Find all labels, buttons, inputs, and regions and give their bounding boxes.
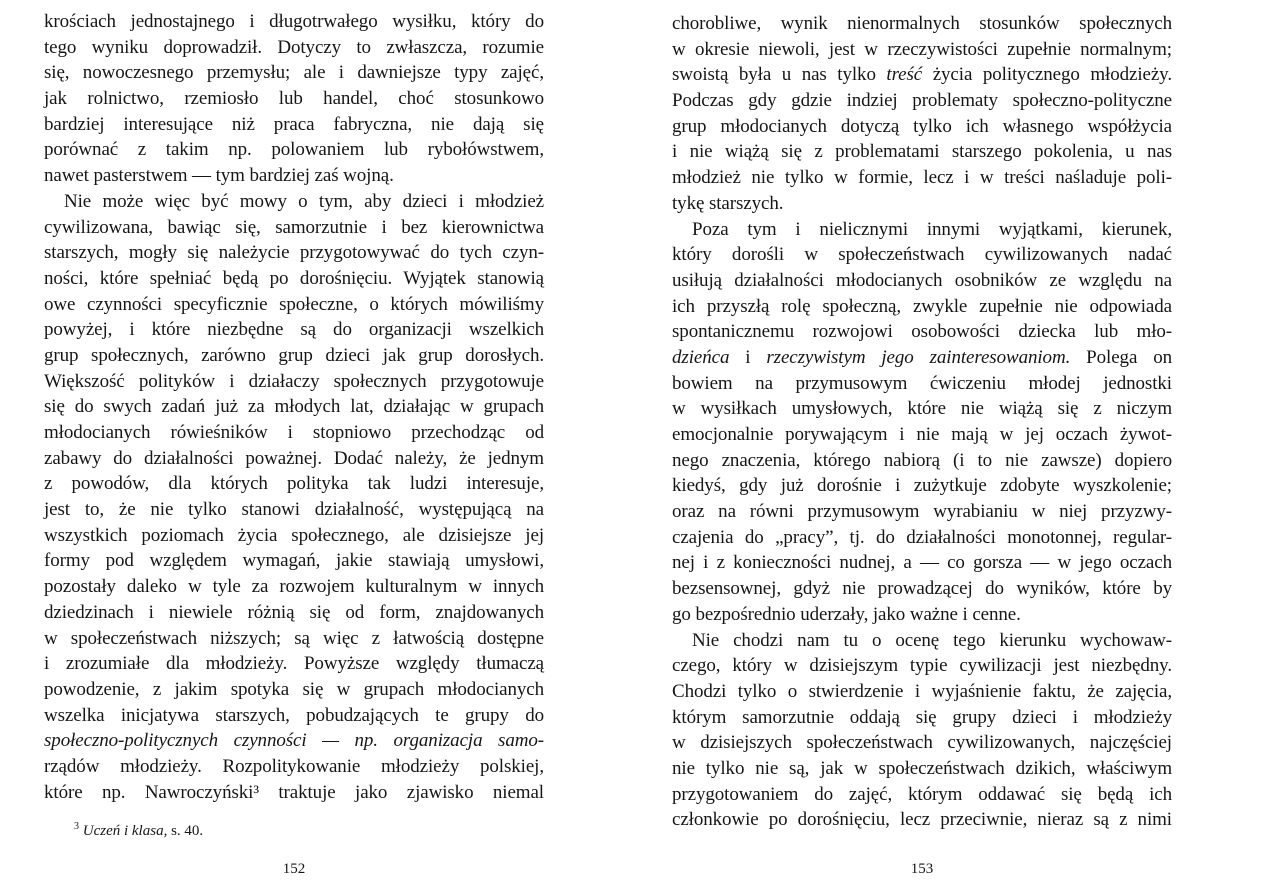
text-line: emocjonalnie porywającym i nie mają w jej oczach żywot- (672, 424, 1172, 445)
text-line: nawet pasterstwem — tym bardziej zaś wojną. (44, 165, 394, 187)
left-page (44, 0, 544, 893)
text-line: w okresie niewoli, jest w rzeczywistości zupełnie normalnym; (672, 38, 1172, 60)
text-line: ności, które spełniać będą po dorośnięciu. Wyjątek stanowią (44, 267, 544, 289)
text-line: starszych, mogły się należycie przygotowywać do tych czyn- (44, 242, 544, 264)
text-line: powyżej, i które niezbędne są do organizacji wszelkich (44, 319, 544, 341)
text-line: swoistą była u nas tylko treść życia politycznego młodzieży. (672, 64, 1172, 86)
page-number-left: 152 (282, 861, 306, 877)
text-line: dzieńca i rzeczywistym jego zainteresowaniom. Polega on (672, 346, 1172, 368)
text-line: powodzenie, z jakim spotyka się w grupach młodocianych (44, 678, 544, 700)
text-line: które np. Nawroczyński³ traktuje jako zjawisko niemal (44, 781, 544, 803)
text-line: społeczno-politycznych czynności — np. organizacja samo- (44, 730, 544, 752)
text-line: w dzisiejszych społeczeństwach cywilizowanych, najczęściej (672, 732, 1172, 754)
text-line: zabawy do działalności poważnej. Dodać należy, że jednym (44, 447, 544, 469)
text-line: się, nowoczesnego przemysłu; ale i dawniejsze typy zajęć, (44, 62, 544, 84)
text-line: Nie może więc być mowy o tym, aby dzieci i młodzież (64, 190, 544, 212)
footnote-title: Uczeń i klasa, (82, 823, 168, 839)
left-page-text (44, 9, 544, 805)
text-line: nej i z konieczności nudnej, a — co gorsza — w jego oczach (672, 552, 1172, 574)
text-line: młodzież nie tylko w formie, lecz i w treści naśladuje poli- (672, 167, 1172, 189)
text-line: grup młodocianych dotyczą tylko ich własnego współżycia (672, 115, 1172, 137)
text-line: usiłują działalności młodocianych osobników ze względu na (672, 269, 1172, 291)
footnote-reference: s. 40. (171, 823, 204, 839)
text-line: młodocianych rówieśników i stopniowo przechodząc od (44, 422, 544, 443)
text-line: z powodów, dla których polityka tak ludzi interesuje, (44, 473, 544, 495)
text-line: przygotowaniem do zajęć, którym oddawać się będą ich (672, 783, 1172, 805)
text-line: ich przyszłą rolę społeczną, zwykle zupełnie nie odpowiada (672, 295, 1172, 317)
text-line: jak rolnictwo, rzemiosło lub handel, choć stosunkowo (44, 88, 544, 110)
text-line: Podczas gdy gdzie indziej problematy społeczno-polityczne (672, 90, 1172, 112)
text-line: wszystkich poziomach życia społecznego, ale dzisiejsze jej (44, 524, 544, 546)
text-line: nego znaczenia, którego nabiorą (i to nie zawsze) dopiero (672, 449, 1172, 471)
text-line: Poza tym i nielicznymi innymi wyjątkami, kierunek, (692, 218, 1172, 240)
text-line: Większość polityków i działaczy społecznych przygotowuje (44, 370, 544, 392)
footnote-marker: 3 (74, 821, 79, 832)
page-number-right: 153 (910, 861, 934, 877)
text-line: krościach jednostajnego i długotrwałego wysiłku, który do (44, 11, 544, 32)
text-line: spontanicznemu rozwojowi osobowości dziecka lub mło- (672, 321, 1172, 343)
text-line: w wysiłkach umysłowych, które nie wiążą się z niczym (672, 398, 1172, 420)
text-line: nie tylko nie są, jak w społeczeństwach dzikich, właściwym (672, 757, 1172, 779)
text-line: chorobliwe, wynik nienormalnych stosunków społecznych (672, 13, 1172, 34)
text-line: oraz na równi przymusowym wyrabianiu w niej przyzwy- (672, 501, 1172, 523)
text-line: owe czynności specyficznie społeczne, o których mówiliśmy (44, 293, 544, 315)
text-line: formy pod względem wymagań, jakie stawiają umysłowi, (44, 550, 544, 572)
text-line: bardziej interesujące niż praca fabryczna, nie dają się (44, 113, 544, 135)
text-line: bowiem na przymusowym ćwiczeniu młodej jednostki (672, 372, 1172, 394)
text-line: cywilizowana, bawiąc się, samorzutnie i bez kierownictwa (44, 216, 544, 238)
text-line: pozostały daleko w tyle za rozwojem kulturalnym w innych (44, 576, 544, 598)
text-line: tykę starszych. (672, 192, 784, 214)
text-line: i nie wiążą się z problematami starszego pokolenia, u nas (672, 141, 1172, 163)
text-line: jest to, że nie tylko stanowi działalność, występującą na (44, 499, 544, 521)
text-line: w społeczeństwach niższych; są więc z łatwością dostępne (44, 627, 544, 649)
text-line: i zrozumiałe dla młodzieży. Powyższe względy tłumaczą (44, 653, 544, 675)
text-line: kiedyś, gdy już dorośnie i zużytkuje zdobyte wyszkolenie; (672, 475, 1172, 497)
text-line: się do swych zadań już za młodych lat, działając w grupach (44, 396, 544, 418)
text-line: dziedzinach i niewiele różnią się od form, znajdowanych (44, 601, 544, 623)
text-line: grup społecznych, zarówno grup dzieci jak grup dorosłych. (44, 344, 544, 366)
text-line: tego wyniku doprowadził. Dotyczy to zwłaszcza, rozumie (44, 36, 544, 58)
text-line: którym samorzutnie oddają się grupy dzieci i młodzieży (672, 706, 1172, 728)
right-page (672, 0, 1172, 893)
text-line: go bezpośrednio uderzały, jako ważne i cenne. (672, 603, 1021, 625)
text-line: członkowie po dorośnięciu, lecz przeciwnie, nieraz są z nimi (672, 809, 1172, 831)
text-line: bezsensownej, gdyż nie prowadzącej do wyników, które by (672, 578, 1172, 600)
footnote (74, 818, 203, 840)
text-line: rządów młodzieży. Rozpolitykowanie młodzieży polskiej, (44, 755, 544, 777)
text-line: który dorośli w społeczeństwach cywilizowanych nadać (672, 244, 1172, 266)
text-line: porównać z takim np. polowaniem lub rybołówstwem, (44, 139, 544, 161)
text-line: wszelka inicjatywa starszych, pobudzających te grupy do (44, 704, 544, 726)
text-line: Nie chodzi nam tu o ocenę tego kierunku wychowaw- (692, 629, 1172, 651)
text-line: czego, który w dzisiejszym typie cywilizacji jest niezbędny. (672, 655, 1172, 677)
right-page-text (672, 11, 1172, 833)
text-line: czajenia do „pracy”, tj. do działalności monotonnej, regular- (672, 526, 1172, 548)
text-line: Chodzi tylko o stwierdzenie i wyjaśnienie faktu, że zajęcia, (672, 680, 1172, 702)
